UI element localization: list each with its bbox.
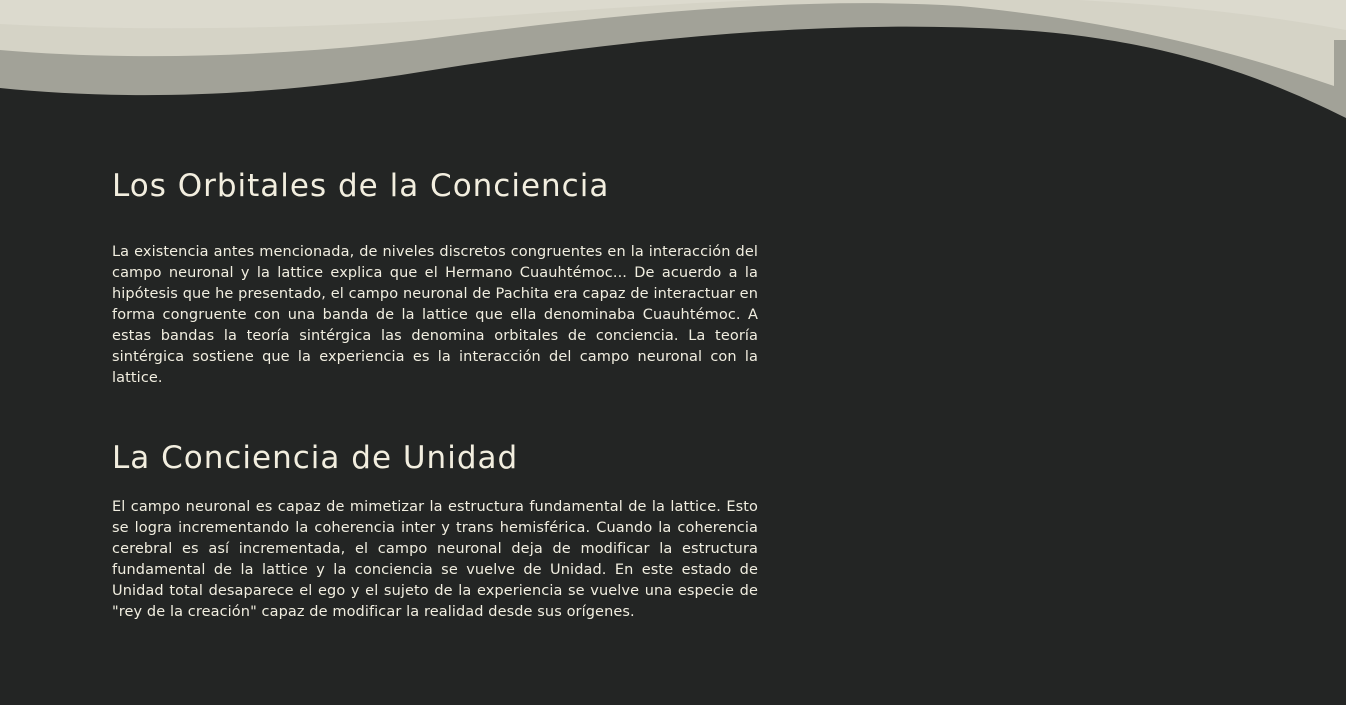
section-title: La Conciencia de Unidad (112, 440, 519, 476)
section-unidad (112, 438, 758, 623)
section-orbitales (112, 166, 758, 389)
decorative-wave-header (0, 0, 1346, 130)
section-body: El campo neuronal es capaz de mimetizar la estructura fundamental de la lattice. Esto se logra incrementando la coherencia inter y trans hemisférica. Cuando la coherencia cerebral es así incrementada, el campo neuronal deja de modificar la estructura fundamental de la lattice y la conciencia se vuelve de Unidad. En este estado de Unidad total desaparece el ego y el sujeto de la experiencia se vuelve una especie de "rey de la creación" capaz de modificar la realidad desde sus orígenes. (112, 499, 758, 620)
section-body: La existencia antes mencionada, de niveles discretos congruentes en la interacción del campo neuronal y la lattice explica que el Hermano Cuauhtémoc... De acuerdo a la hipótesis que he presentado, el campo neuronal de Pachita era capaz de interactuar en forma congruente con una banda de la lattice que ella denominaba Cuauhtémoc. A estas bandas la teoría sintérgica las denomina orbitales de conciencia. La teoría sintérgica sostiene que la experiencia es la interacción del campo neuronal con la lattice. (112, 244, 758, 386)
section-title: Los Orbitales de la Conciencia (112, 168, 610, 204)
